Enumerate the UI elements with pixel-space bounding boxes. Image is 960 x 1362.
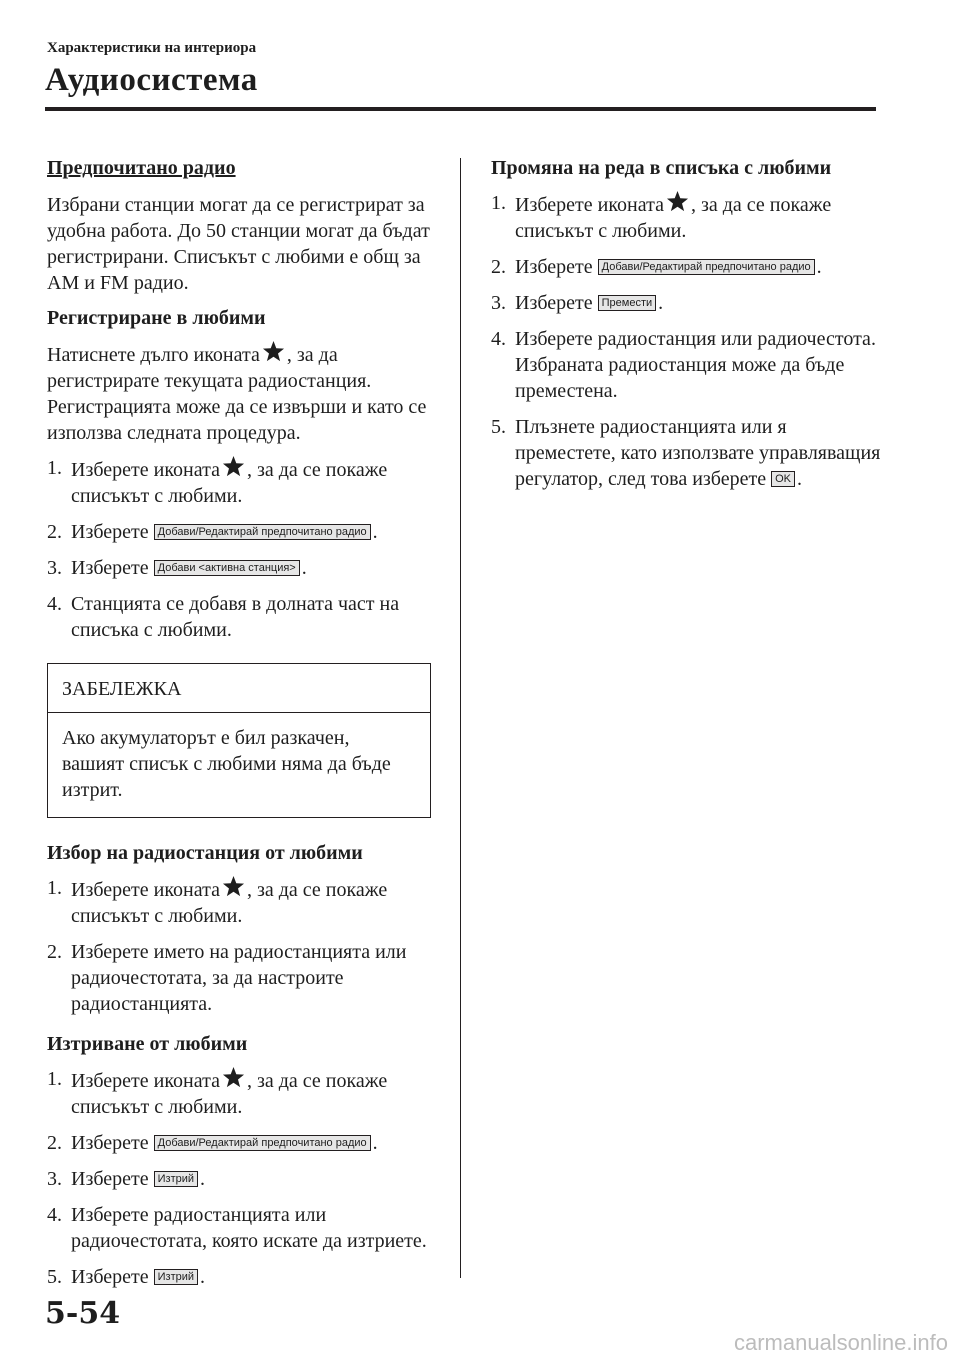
step-text: , за да се покаже списъкът с любими. <box>71 1070 388 1118</box>
list-item <box>47 1130 433 1156</box>
step-number: 1. <box>47 877 62 899</box>
step-text: Изберете иконата <box>515 194 664 216</box>
step-text: . <box>301 557 307 579</box>
delete-button[interactable]: Изтрий <box>154 1171 198 1187</box>
step-number: 1. <box>491 192 506 214</box>
ok-button[interactable]: OK <box>771 471 795 487</box>
list-item <box>491 414 881 492</box>
step-text: Изберете иконата <box>71 459 220 481</box>
register-steps <box>47 455 433 643</box>
step-text: Изберете иконата <box>71 879 220 901</box>
header-rule <box>45 107 876 111</box>
step-number: 3. <box>491 292 506 314</box>
step-number: 2. <box>47 941 62 963</box>
select-heading: Избор на радиостанция от любими <box>47 842 363 864</box>
step-text: Изберете <box>71 1168 149 1190</box>
step-text: Плъзнете радиостанцията или я преместете, като използвате управляващия регулатор, след това изберете <box>515 416 881 490</box>
list-item <box>47 1202 433 1254</box>
left-column <box>47 155 433 1304</box>
step-number: 1. <box>47 1068 62 1090</box>
step-text: Изберете <box>515 292 593 314</box>
step-number: 4. <box>47 1204 62 1226</box>
move-button[interactable]: Премести <box>598 295 657 311</box>
register-text-after: , за да регистрирате текущата радиостанция. Регистрацията може да се извърши и като се използва следната процедура. <box>47 344 427 444</box>
intro-text: Избрани станции могат да се регистрират за удобна работа. До 50 станции могат да бъдат регистрирани. Списъкът с любими е общ за AM и FM радио. <box>47 194 430 294</box>
list-item <box>491 254 881 280</box>
list-item <box>491 190 881 244</box>
step-text: . <box>816 256 822 278</box>
register-heading: Регистриране в любими <box>47 307 266 329</box>
step-text: Изберете радиостанцията или радиочестотата, която искате да изтриете. <box>71 1204 427 1252</box>
step-text: . <box>658 292 664 314</box>
star-icon <box>262 340 285 363</box>
section-title: Предпочитано радио <box>47 157 236 179</box>
step-number: 5. <box>47 1266 62 1288</box>
star-icon <box>222 875 245 898</box>
breadcrumb: Характеристики на интериора <box>47 40 257 56</box>
step-text: Изберете <box>71 1266 149 1288</box>
list-item <box>47 1066 433 1120</box>
step-text: Изберете иконата <box>71 1070 220 1092</box>
step-text: , за да се покаже списъкът с любими. <box>71 459 388 507</box>
add-edit-favorite-button[interactable]: Добави/Редактирай предпочитано радио <box>154 1135 371 1151</box>
step-text: Изберете <box>71 1132 149 1154</box>
step-number: 1. <box>47 457 62 479</box>
list-item <box>47 875 433 929</box>
step-number: 2. <box>47 521 62 543</box>
watermark: carmanualsonline.info <box>733 1330 948 1355</box>
page-title: Аудиосистема <box>45 62 258 98</box>
step-number: 4. <box>491 328 506 350</box>
step-text: . <box>200 1168 206 1190</box>
note-box <box>47 663 431 818</box>
delete-heading: Изтриване от любими <box>47 1033 248 1055</box>
step-text: , за да се покаже списъкът с любими. <box>71 879 388 927</box>
step-number: 2. <box>47 1132 62 1154</box>
note-text: Ако акумулаторът е бил разкачен, вашият списък с любими няма да бъде изтрит. <box>62 727 391 801</box>
step-text: Изберете <box>71 521 149 543</box>
step-text: , за да се покаже списъкът с любими. <box>515 194 832 242</box>
step-text: Изберете името на радиостанцията или радиочестотата, за да настроите радиостанцията. <box>71 941 407 1015</box>
step-number: 4. <box>47 593 62 615</box>
list-item <box>47 939 433 1017</box>
star-icon <box>666 190 689 213</box>
step-text: Изберете <box>71 557 149 579</box>
register-text <box>47 340 433 446</box>
register-text-before: Натиснете дълго иконата <box>47 344 260 366</box>
list-item <box>491 326 881 404</box>
list-item <box>491 290 881 316</box>
list-item <box>47 455 433 509</box>
step-text: Изберете <box>515 256 593 278</box>
reorder-steps <box>491 190 881 492</box>
column-divider <box>460 158 461 1278</box>
add-active-station-button[interactable]: Добави <активна станция> <box>154 560 300 576</box>
note-heading: ЗАБЕЛЕЖКА <box>48 664 430 713</box>
step-text: Изберете радиостанция или радиочестота. Избраната радиостанция може да бъде преместена. <box>515 328 876 402</box>
star-icon <box>222 1066 245 1089</box>
list-item <box>47 1166 433 1192</box>
select-steps <box>47 875 433 1017</box>
step-text: . <box>797 468 802 490</box>
step-text: . <box>200 1266 206 1288</box>
star-icon <box>222 455 245 478</box>
list-item <box>47 591 433 643</box>
list-item <box>47 1264 433 1290</box>
step-text: . <box>372 1132 378 1154</box>
step-number: 3. <box>47 1168 62 1190</box>
delete-steps <box>47 1066 433 1290</box>
step-number: 2. <box>491 256 506 278</box>
right-column <box>491 155 881 506</box>
step-text: Станцията се добавя в долната част на списъка с любими. <box>71 593 400 641</box>
list-item <box>47 519 433 545</box>
step-text: . <box>372 521 378 543</box>
step-number: 5. <box>491 416 506 438</box>
page-number: 5-54 <box>45 1296 121 1331</box>
delete-button[interactable]: Изтрий <box>154 1269 198 1285</box>
list-item <box>47 555 433 581</box>
add-edit-favorite-button[interactable]: Добави/Редактирай предпочитано радио <box>598 259 815 275</box>
add-edit-favorite-button[interactable]: Добави/Редактирай предпочитано радио <box>154 524 371 540</box>
step-number: 3. <box>47 557 62 579</box>
reorder-heading: Промяна на реда в списъка с любими <box>491 157 832 179</box>
